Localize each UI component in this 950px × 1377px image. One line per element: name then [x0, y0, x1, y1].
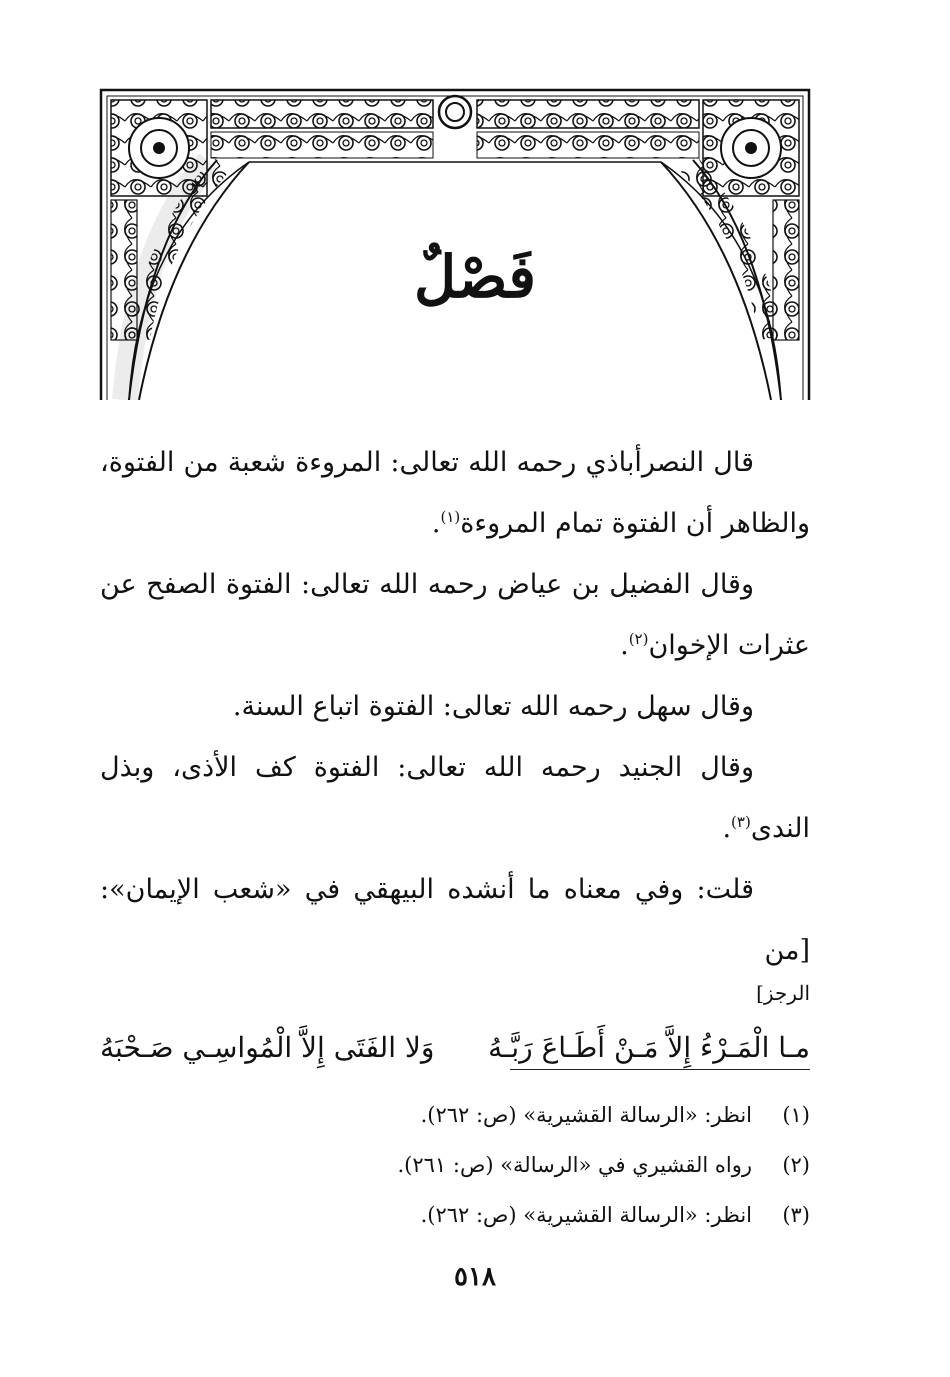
footnote-1-text: انظر: «الرسالة القشيرية» (ص: ٢٦٢).: [420, 1103, 752, 1127]
verse-first-hemistich: مـا الْمَـرْءُ إِلاَّ مَـنْ أَطَـاعَ رَبَّـهُ: [488, 1031, 810, 1064]
paragraph-2: [100, 554, 810, 676]
main-text: [100, 432, 810, 1081]
paragraph-4-text: وقال الجنيد رحمه الله تعالى: الفتوة كف الأذى، وبذل الندى: [100, 752, 810, 844]
paragraph-2-text: وقال الفضيل بن عياض رحمه الله تعالى: الفتوة الصفح عن عثرات الإخوان: [100, 569, 810, 661]
footnote-ref-3: (٣): [731, 813, 751, 831]
paragraph-1: [100, 432, 810, 554]
paragraph-1-end: .: [431, 508, 441, 539]
paragraph-2-end: .: [620, 630, 629, 661]
paragraph-3: [100, 676, 810, 737]
paragraph-4-end: .: [722, 813, 732, 844]
footnote-2-number: (٢): [782, 1153, 810, 1177]
footnote-divider: [510, 1069, 810, 1070]
footnote-1: [100, 1090, 810, 1140]
footnote-3-number: (٣): [782, 1203, 810, 1227]
paragraph-4: [100, 737, 810, 859]
footnotes: [100, 1090, 810, 1240]
paragraph-5-text: قلت: وفي معناه ما أنشده البيهقي في «شعب الإيمان»: [من: [100, 874, 810, 966]
footnote-1-number: (١): [782, 1103, 810, 1127]
poem-verse: [100, 1015, 810, 1081]
footnote-3: [100, 1190, 810, 1240]
footnote-ref-2: (٢): [628, 630, 649, 648]
paragraph-3-text: وقال سهل رحمه الله تعالى: الفتوة اتباع السنة.: [232, 691, 754, 722]
page-number: ٥١٨: [454, 1262, 496, 1292]
paragraph-1-text: قال النصرأباذي رحمه الله تعالى: المروءة شعبة من الفتوة، والظاهر أن الفتوة تمام المروءة: [100, 447, 810, 539]
footnote-2-text: رواه القشيري في «الرسالة» (ص: ٢٦١).: [397, 1153, 752, 1177]
footnote-2: [100, 1140, 810, 1190]
meter-label: الرجز]: [756, 981, 810, 1005]
footnote-3-text: انظر: «الرسالة القشيرية» (ص: ٢٦٢).: [420, 1203, 752, 1227]
section-heading: فَصْلٌ: [414, 243, 536, 311]
footnote-ref-1: (١): [440, 508, 461, 526]
verse-second-hemistich: وَلا الفَتَى إِلاَّ الْمُواسِـي صَـحْبَهُ: [100, 1031, 435, 1064]
paragraph-5: [100, 859, 810, 981]
